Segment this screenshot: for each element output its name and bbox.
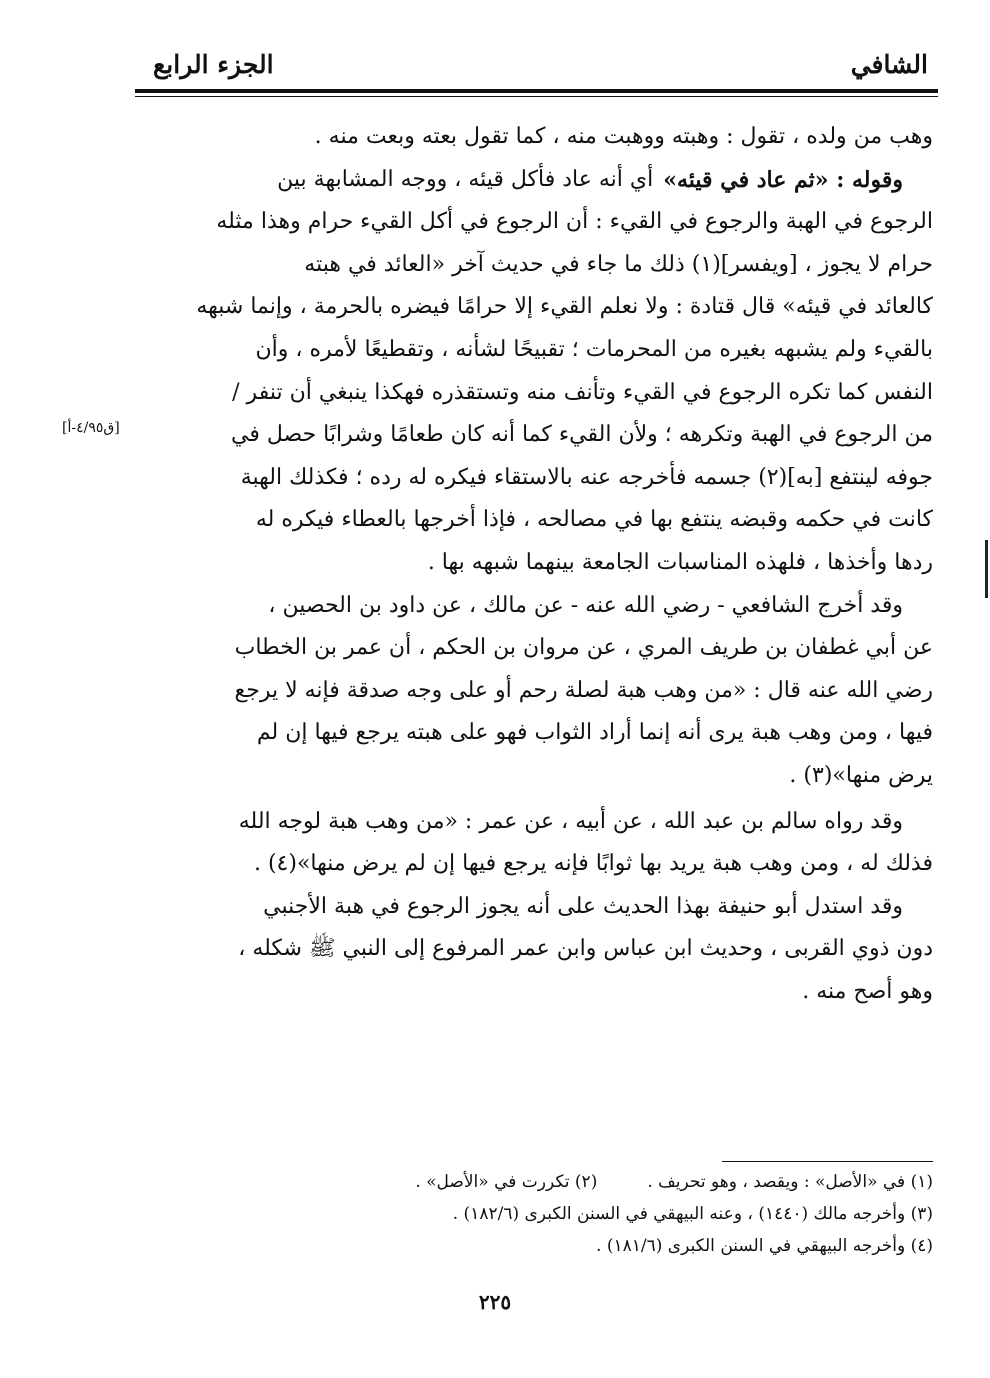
text-line: الرجوع في الهبة والرجوع في القيء : أن الرجوع في أكل القيء حرام وهذا مثله bbox=[216, 209, 933, 235]
edge-mark bbox=[985, 540, 988, 598]
footnote-line bbox=[158, 1166, 933, 1198]
text-line: جوفه لينتفع [به](٢) جسمه فأخرجه عنه بالاستقاء فيكره له رده ؛ فكذلك الهبة bbox=[240, 464, 933, 490]
running-header bbox=[135, 46, 938, 86]
text-line: من الرجوع في الهبة وتكرهه ؛ ولأن القيء كما أنه كان طعامًا وشرابًا حصل في bbox=[230, 422, 933, 448]
text-line: وقد استدل أبو حنيفة بهذا الحديث على أنه يجوز الرجوع في هبة الأجنبي bbox=[263, 893, 903, 919]
header-rule-thin bbox=[135, 96, 938, 97]
page-number: ٢٢٥ bbox=[478, 1290, 512, 1314]
text-line: كانت في حكمه وقبضه ينتفع بها في مصالحه ، فإذا أخرجها بالعطاء فيكره له bbox=[255, 507, 933, 533]
text-line: وهب من ولده ، تقول : وهبته ووهبت منه ، كما تقول بعته وبعت منه . bbox=[314, 124, 933, 149]
book-title: الشافي bbox=[850, 50, 928, 79]
text-line: فيها ، ومن وهب هبة يرى أنه إنما أراد الثواب فهو على هبته يرجع فيها إن لم bbox=[256, 720, 933, 746]
manuscript-folio-note: [ق٤/٩٥-أ] bbox=[62, 420, 120, 436]
text-line: ردها وأخذها ، فلهذه المناسبات الجامعة بينهما شبهه بها . bbox=[427, 549, 933, 575]
text-line: فذلك له ، ومن وهب هبة يريد بها ثوابًا فإنه يرجع فيها إن لم يرض منها»(٤) . bbox=[253, 851, 933, 877]
footnote-3: (٣) وأخرجه مالك (١٤٤٠) ، وعنه البيهقي في السنن الكبرى (١٨٢/٦) . bbox=[452, 1204, 933, 1224]
text-line: كالعائد في قيئه» قال قتادة : ولا نعلم القيء إلا حرامًا فيضره بالحرمة ، وإنما شبهه bbox=[196, 294, 933, 320]
quoted-lemma: وقوله : «ثم عاد في قيئه» bbox=[663, 166, 903, 193]
text-line: وقد رواه سالم بن عبد الله ، عن أبيه ، عن عمر : «من وهب هبة لوجه الله bbox=[238, 808, 903, 834]
text-line: دون ذوي القربى ، وحديث ابن عباس وابن عمر المرفوع إلى النبي ﷺ شكله ، bbox=[238, 936, 933, 962]
text-line: وهو أصح منه . bbox=[802, 978, 933, 1004]
footnote-2: (٢) تكررت في «الأصل» . bbox=[415, 1172, 598, 1192]
header-rule-thick bbox=[135, 89, 938, 93]
text-line: النفس كما تكره الرجوع في القيء وتأنف منه وتستقذره فهكذا ينبغي أن تنفر / bbox=[232, 379, 933, 405]
footnote-4: (٤) وأخرجه البيهقي في السنن الكبرى (١٨١/٦) . bbox=[596, 1236, 933, 1256]
text-line: بالقيء ولم يشبهه بغيره من المحرمات ؛ تقبيحًا لشأنه ، وتقطيعًا لأمره ، وأن bbox=[255, 336, 933, 362]
text-line: رضي الله عنه قال : «من وهب هبة لصلة رحم أو على وجه صدقة فإنه لا يرجع bbox=[234, 677, 933, 703]
text-line: وقوله : «ثم عاد في قيئه» أي أنه عاد فأكل قيئه ، ووجه المشابهة بين bbox=[158, 159, 933, 202]
footnotes bbox=[158, 1166, 933, 1262]
text-line: حرام لا يجوز ، [ويفسر](١) ذلك ما جاء في حديث آخر «العائد في هبته bbox=[304, 251, 933, 277]
footnote-separator bbox=[722, 1161, 933, 1162]
text-line: يرض منها»(٣) . bbox=[789, 762, 933, 788]
footnote-1: (١) في «الأصل» : ويقصد ، وهو تحريف . bbox=[647, 1172, 933, 1192]
text-line: وقد أخرج الشافعي - رضي الله عنه - عن مالك ، عن داود بن الحصين ، bbox=[268, 592, 903, 618]
text-line: عن أبي غطفان بن طريف المري ، عن مروان بن الحكم ، أن عمر بن الخطاب bbox=[234, 635, 933, 661]
main-text bbox=[158, 116, 933, 1013]
volume-title: الجزء الرابع bbox=[153, 50, 274, 79]
